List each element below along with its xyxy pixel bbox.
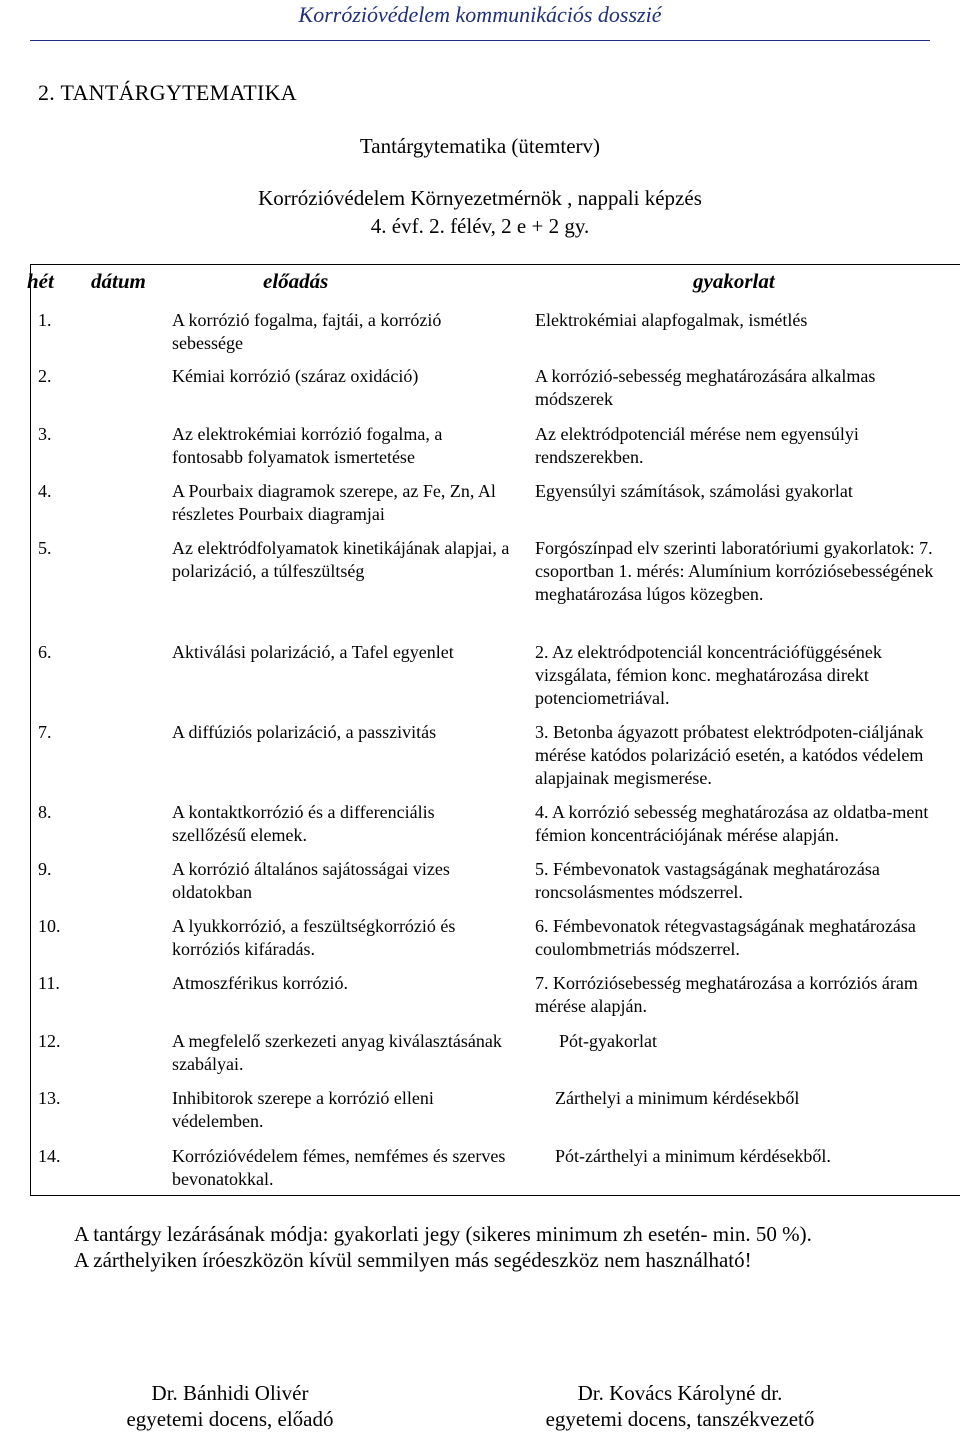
course-line: Korrózióvédelem Környezetmérnök , nappali képzés [258, 186, 702, 210]
practice-topic: A korrózió-sebesség meghatározására alkalmas módszerek [535, 366, 876, 409]
practice-topic: 2. Az elektródpotenciál koncentrációfüggésének vizsgálata, fémion konc. meghatározása direkt potenciometriával. [535, 642, 882, 708]
practice-topic: Zárthelyi a minimum kérdésekből [555, 1088, 800, 1108]
lecture-topic: A Pourbaix diagramok szerepe, az Fe, Zn, Al részletes Pourbaix diagramjai [172, 481, 496, 524]
practice-topic: 6. Fémbevonatok rétegvastagságának meghatározása coulombmetriás módszerrel. [535, 916, 916, 959]
signature-left [80, 1380, 380, 1432]
week-number: 4. [38, 481, 52, 501]
week-number: 3. [38, 424, 52, 444]
exam-rule: A zárthelyiken íróeszközön kívül semmilyen más segédeszköz nem használható! [74, 1248, 752, 1272]
week-number: 8. [38, 802, 52, 822]
practice-topic: 5. Fémbevonatok vastagságának meghatározása roncsolásmentes módszerrel. [535, 859, 880, 902]
week-number: 13. [38, 1088, 61, 1108]
signatory-role: egyetemi docens, előadó [126, 1407, 334, 1431]
plan-title: Tantárgytematika (ütemterv) [359, 134, 601, 158]
week-number: 14. [38, 1146, 61, 1166]
practice-topic: Pót-gyakorlat [559, 1031, 657, 1051]
lecture-topic: Atmoszférikus korrózió. [172, 973, 348, 993]
signature-right [510, 1380, 850, 1432]
lecture-topic: Az elektrokémiai korrózió fogalma, a fontosabb folyamatok ismertetése [172, 424, 443, 467]
lecture-topic: A diffúziós polarizáció, a passzivitás [172, 722, 437, 742]
week-number: 2. [38, 366, 52, 386]
week-number: 7. [38, 722, 52, 742]
practice-topic: Az elektródpotenciál mérése nem egyensúlyi rendszerekben. [535, 424, 859, 467]
dossier-title: Korrózióvédelem kommunikációs dosszié [298, 2, 662, 27]
assessment-method: A tantárgy lezárásának módja: gyakorlati jegy (sikeres minimum zh esetén- min. 50 %). [74, 1222, 812, 1246]
week-number: 11. [38, 973, 60, 993]
signatory-name: Dr. Kovács Károlyné dr. [577, 1381, 783, 1405]
lecture-topic: A korrózió fogalma, fajtái, a korrózió sebessége [172, 310, 442, 353]
term-line: 4. évf. 2. félév, 2 e + 2 gy. [370, 214, 590, 238]
column-header-lecture: előadás [263, 269, 329, 293]
week-number: 12. [38, 1031, 61, 1051]
signatory-name: Dr. Bánhidi Olivér [151, 1381, 309, 1405]
lecture-topic: Kémiai korrózió (száraz oxidáció) [172, 366, 419, 386]
column-header-practice: gyakorlat [693, 269, 775, 293]
practice-topic: 3. Betonba ágyazott próbatest elektródpoten-ciáljának mérése katódos polarizáció esetén, a katódos védelem alapjainak megismerése. [535, 722, 924, 788]
week-number: 9. [38, 859, 52, 879]
lecture-topic: A korrózió általános sajátosságai vizes oldatokban [172, 859, 450, 902]
practice-topic: Egyensúlyi számítások, számolási gyakorlat [535, 481, 853, 501]
practice-topic: 4. A korrózió sebesség meghatározása az oldatba-ment fémion koncentrációjának mérése alapján. [535, 802, 929, 845]
week-number: 10. [38, 916, 61, 936]
lecture-topic: Inhibitorok szerepe a korrózió elleni védelemben. [172, 1088, 434, 1131]
column-header-week: hét [27, 269, 54, 293]
signatory-role: egyetemi docens, tanszékvezető [545, 1407, 815, 1431]
header-divider [30, 40, 930, 41]
practice-topic: Elektrokémiai alapfogalmak, ismétlés [535, 310, 808, 330]
week-number: 1. [38, 310, 52, 330]
section-title: 2. TANTÁRGYTEMATIKA [38, 80, 297, 105]
practice-topic: 7. Korróziósebesség meghatározása a korróziós áram mérése alapján. [535, 973, 918, 1016]
lecture-topic: A megfelelő szerkezeti anyag kiválasztásának szabályai. [172, 1031, 502, 1074]
column-header-date: dátum [91, 269, 146, 293]
week-number: 6. [38, 642, 52, 662]
lecture-topic: Korrózióvédelem fémes, nemfémes és szerves bevonatokkal. [172, 1146, 506, 1189]
lecture-topic: A kontaktkorrózió és a differenciális szellőzésű elemek. [172, 802, 435, 845]
week-number: 5. [38, 538, 52, 558]
lecture-topic: A lyukkorrózió, a feszültségkorrózió és korróziós kifáradás. [172, 916, 456, 959]
practice-topic: Pót-zárthelyi a minimum kérdésekből. [555, 1146, 831, 1166]
lecture-topic: Aktiválási polarizáció, a Tafel egyenlet [172, 642, 454, 662]
schedule-table [27, 264, 960, 1196]
lecture-topic: Az elektródfolyamatok kinetikájának alapjai, a polarizáció, a túlfeszültség [172, 538, 510, 581]
practice-topic: Forgószínpad elv szerinti laboratóriumi gyakorlatok: 7. csoportban 1. mérés: Alumínium korróziósebességének meghatározása lúgos közegben. [535, 538, 934, 604]
